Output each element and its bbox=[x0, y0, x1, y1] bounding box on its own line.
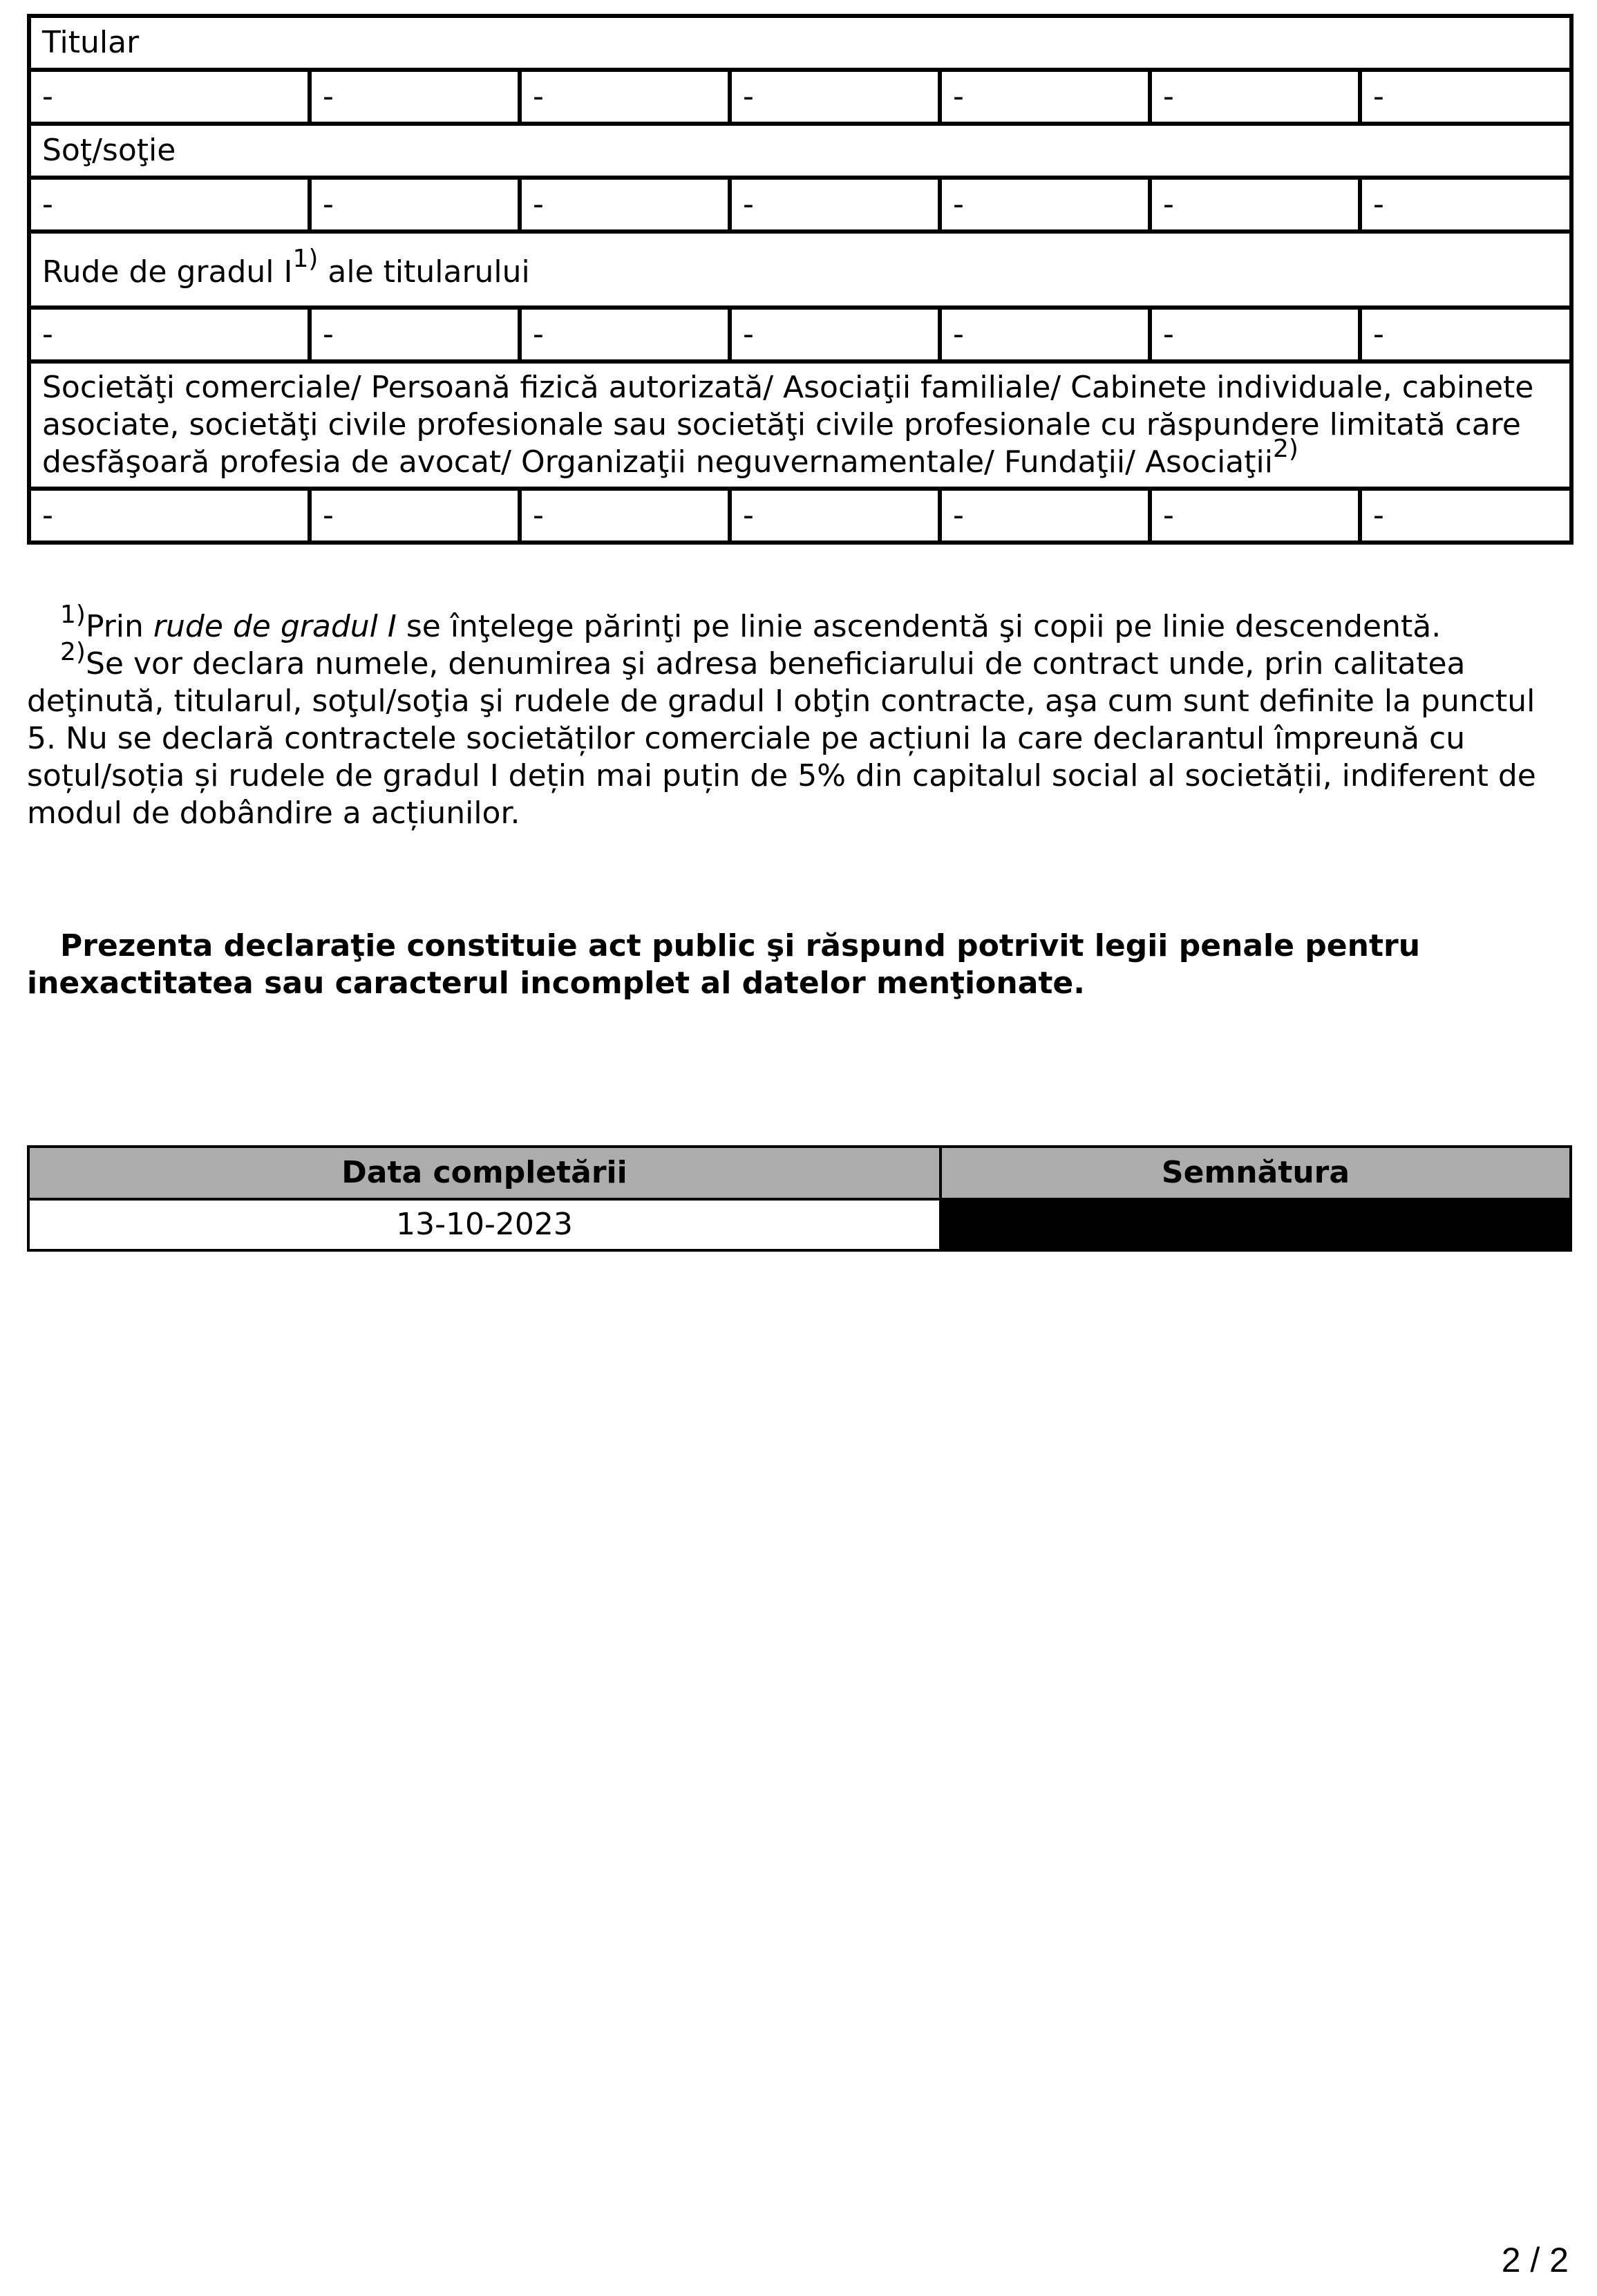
footnote-1 bbox=[27, 601, 1569, 646]
table-cell: - bbox=[730, 489, 940, 543]
table-cell: - bbox=[520, 308, 730, 361]
footnote-text: Se vor declara numele, denumirea şi adresa beneficiarului de contract unde, prin calitatea deţinută, titularul, soţul/soţia şi rudele de gradul I obţin contracte, aşa cum sunt definite la punctul 5. Nu se declară contractele societăților comerciale pe acțiuni la care declarantul împreună cu soțul/soția și rudele de gradul I dețin mai puțin de 5% din capitalul social al societății, indiferent de modul de dobândire a acțiunilor. bbox=[27, 646, 1536, 831]
section-row-companies bbox=[29, 361, 1571, 489]
section-label-text: ale titularului bbox=[318, 254, 530, 290]
footnote-italic-term: rude de gradul I bbox=[153, 609, 397, 644]
footnote-indent bbox=[27, 646, 60, 681]
table-cell: - bbox=[1150, 489, 1360, 543]
footnote-text: se înţelege părinţi pe linie ascendentă şi copii pe linie descendentă. bbox=[396, 609, 1442, 644]
table-row bbox=[29, 308, 1571, 361]
table-row bbox=[29, 70, 1571, 124]
footnote-mark: 1) bbox=[60, 601, 86, 630]
table-cell: - bbox=[29, 178, 310, 232]
section-label bbox=[29, 232, 1571, 308]
section-row-relatives bbox=[29, 232, 1571, 308]
footnote-mark: 1) bbox=[292, 245, 319, 274]
table-cell: - bbox=[940, 70, 1150, 124]
table-cell: - bbox=[520, 70, 730, 124]
table-cell: - bbox=[29, 489, 310, 543]
signature-header: Semnătura bbox=[941, 1147, 1571, 1199]
date-header: Data completării bbox=[28, 1147, 941, 1199]
declaration-statement: Prezenta declaraţie constituie act public şi răspund potrivit legii penale pentru inexactitatea sau caracterul incomplet al datelor menţionate. bbox=[27, 928, 1421, 1001]
table-cell: - bbox=[310, 70, 520, 124]
table-cell: - bbox=[29, 308, 310, 361]
footnote-text: Prin bbox=[85, 609, 153, 644]
footnote-2 bbox=[27, 638, 1569, 832]
table-cell: - bbox=[1360, 178, 1571, 232]
table-cell: - bbox=[1150, 308, 1360, 361]
table-cell: - bbox=[940, 178, 1150, 232]
section-label bbox=[29, 361, 1571, 489]
section-row-spouse bbox=[29, 124, 1571, 178]
section-label-text: Societăţi comerciale/ Persoană fizică autorizată/ Asociaţii familiale/ Cabinete individuale, cabinete asociate, societăţi civile profesionale sau societăţi civile profesionale cu răspundere limitată care desfăşoară profesia de avocat/ Organizaţii neguvernamentale/ Fundaţii/ Asociaţii bbox=[42, 370, 1534, 480]
signature-table-header bbox=[28, 1147, 1571, 1199]
table-cell: - bbox=[1360, 70, 1571, 124]
table-cell: - bbox=[730, 308, 940, 361]
date-value: 13-10-2023 bbox=[28, 1199, 941, 1250]
section-label: Titular bbox=[29, 16, 1571, 70]
table-cell: - bbox=[730, 70, 940, 124]
footnote-mark: 2) bbox=[1272, 435, 1298, 464]
signature-table bbox=[27, 1145, 1572, 1252]
section-label: Soţ/soţie bbox=[29, 124, 1571, 178]
section-row-titular bbox=[29, 16, 1571, 70]
table-cell: - bbox=[1360, 489, 1571, 543]
contracts-table bbox=[27, 14, 1574, 545]
table-cell: - bbox=[310, 489, 520, 543]
table-cell: - bbox=[940, 489, 1150, 543]
table-cell: - bbox=[310, 178, 520, 232]
table-cell: - bbox=[520, 489, 730, 543]
table-row bbox=[29, 489, 1571, 543]
section-label-text: Rude de gradul I bbox=[42, 254, 293, 290]
signature-redacted bbox=[941, 1199, 1571, 1250]
page-number: 2 / 2 bbox=[1501, 2241, 1569, 2279]
table-cell: - bbox=[29, 70, 310, 124]
table-cell: - bbox=[310, 308, 520, 361]
table-cell: - bbox=[940, 308, 1150, 361]
signature-table-row bbox=[28, 1199, 1571, 1250]
footnotes bbox=[27, 601, 1569, 832]
table-cell: - bbox=[730, 178, 940, 232]
table-cell: - bbox=[1360, 308, 1571, 361]
footnote-mark: 2) bbox=[60, 638, 86, 667]
table-cell: - bbox=[520, 178, 730, 232]
table-row bbox=[29, 178, 1571, 232]
table-cell: - bbox=[1150, 178, 1360, 232]
table-cell: - bbox=[1150, 70, 1360, 124]
